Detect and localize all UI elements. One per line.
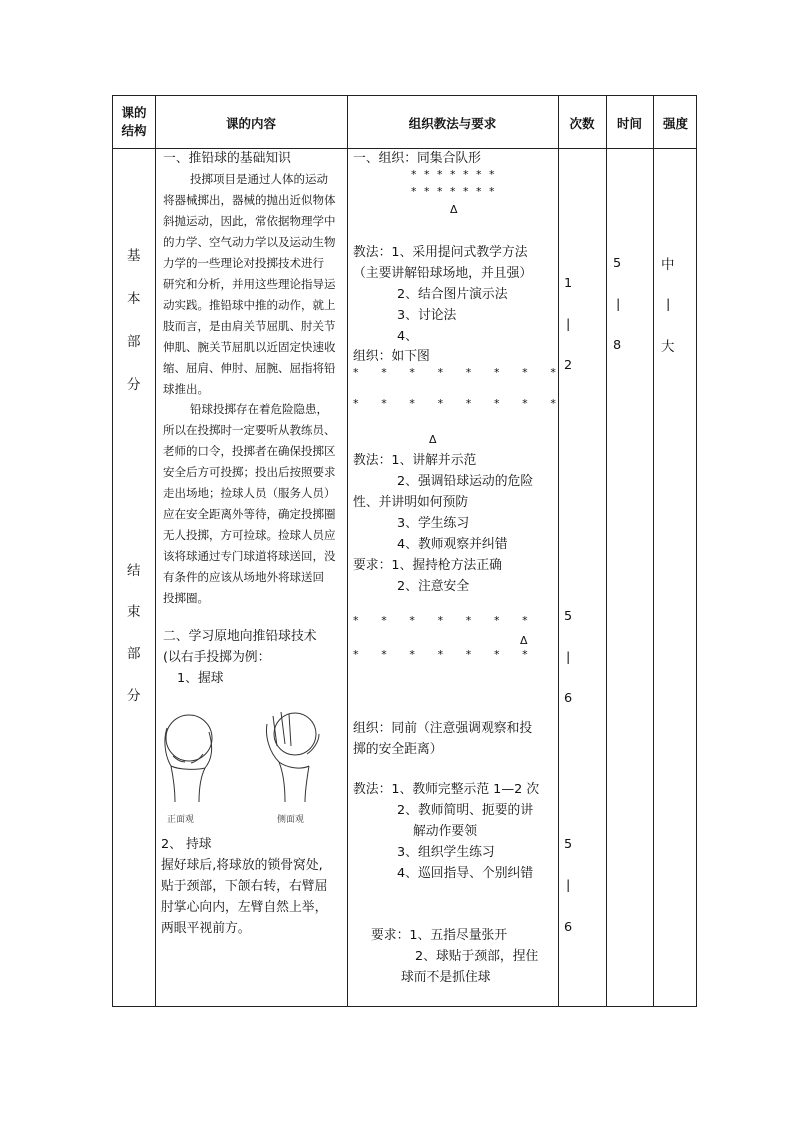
time-end: 8 [613, 338, 622, 353]
count-1-end: 2 [564, 358, 573, 373]
content-para2-line: 老师的口令，投掷者在确保投掷区 [163, 444, 336, 458]
content-para1-line: 研究和分析，并用这些理论指导运 [163, 277, 336, 291]
methods-line: 2、注意安全 [397, 579, 470, 594]
intensity-start: 中 [661, 257, 675, 273]
content-para3 [161, 855, 347, 939]
methods-line: 性、并讲明如何预防 [353, 495, 469, 510]
methods-line: 2、结合图片演示法 [397, 287, 508, 302]
content-section1-title: 一、推铅球的基础知识 [163, 151, 291, 166]
count-3-sep: | [566, 878, 571, 893]
methods-org2: 组织：如下图 [353, 349, 430, 364]
header-methods: 组织教法与要求 [408, 116, 497, 131]
header-structure-line2: 结构 [121, 123, 147, 138]
count-3-end: 6 [564, 920, 573, 935]
structure-end-2: 束 [127, 604, 141, 620]
methods-line: 2、强调铅球运动的危险 [397, 474, 534, 489]
content-para1-line: 将器械掷出，器械的抛出近似物体 [163, 193, 336, 207]
formation-row-6: * * * * * * * [353, 648, 538, 661]
methods-line: 3、学生练习 [397, 516, 470, 531]
formation-row-3: * * * * * * * * [353, 366, 566, 379]
col-divider [653, 96, 654, 1006]
content-para2-line: 铅球投掷存在着危险隐患， [190, 402, 328, 416]
content-para3-line: 肘掌心向内，左臂自然上举， [161, 900, 328, 915]
methods-org1: 一、组织：同集合队形 [353, 151, 481, 166]
methods-line: 4、巡回指导、个别纠错 [397, 866, 534, 881]
content-para2-line: 所以在投掷时一定要听从教练员、 [163, 423, 336, 437]
time-start: 5 [613, 256, 622, 271]
content-para1-line: 的力学、空气动力学以及运动生物 [163, 235, 336, 249]
content-para2-line: 走出场地；捡球人员（服务人员） [163, 486, 336, 500]
content-para2-line: 有条件的应该从场地外将球送回 [163, 570, 324, 584]
count-2-sep: | [566, 650, 571, 665]
content-para1-line: 缩、屈肩、伸肘、屈腕、屈指将铅 [163, 361, 336, 375]
structure-main-4: 分 [127, 377, 141, 393]
teacher-delta-3: Δ [520, 634, 528, 647]
header-structure [113, 104, 155, 140]
count-2-end: 6 [564, 691, 573, 706]
methods-line: 2、球贴于颈部，捏住 [415, 949, 539, 964]
front-ball [166, 715, 212, 761]
structure-end-1: 结 [127, 563, 141, 579]
header-structure-line1: 课的 [121, 105, 147, 120]
methods-line: 3、讨论法 [397, 308, 457, 323]
intensity-sep: | [666, 297, 671, 312]
methods-line: 教法：1、讲解并示范 [353, 453, 477, 468]
count-3-start: 5 [564, 837, 573, 852]
count-2-start: 5 [564, 609, 573, 624]
methods-line: 要求：1、握持枪方法正确 [353, 558, 502, 573]
methods-line: 解动作要领 [413, 824, 477, 839]
methods-line: 掷的安全距离） [353, 742, 443, 757]
methods-line: 教法：1、教师完整示范 1—2 次 [353, 782, 540, 797]
formation-row-1: * * * * * * * [411, 168, 497, 181]
methods-line: 教法：1、采用提问式教学方法 [353, 245, 528, 260]
methods-teach1 [353, 242, 532, 347]
header-intensity: 强度 [662, 116, 688, 131]
formation-row-5: * * * * * * * [353, 614, 538, 627]
methods-teach3 [353, 779, 539, 884]
methods-line: 4、 [397, 329, 418, 344]
content-item-hold: 2、 持球 [161, 837, 212, 852]
intensity-end: 大 [661, 339, 675, 355]
methods-line: 要求：1、五指尽量张开 [371, 928, 508, 943]
header-count: 次数 [569, 116, 595, 131]
col-divider [606, 96, 607, 1006]
methods-line: （主要讲解铅球场地，并且强） [353, 266, 533, 281]
content-para2-line: 安全后方可投掷；投出后按照要求 [163, 465, 336, 479]
col-divider [558, 96, 559, 1006]
col-divider [155, 96, 156, 1006]
methods-line: 球而不是抓住球 [401, 970, 491, 985]
structure-main-1: 基 [127, 248, 141, 264]
methods-org3 [353, 718, 532, 760]
side-ball [274, 713, 316, 755]
content-para3-line: 贴于颈部，下颌右转，右臂屈 [161, 879, 328, 894]
methods-line: 4、教师观察并纠错 [397, 537, 508, 552]
content-para1-line: 伸肌、腕关节屈肌以近固定快速收 [163, 340, 336, 354]
content-section2-sub: (以右手投掷为例： [163, 650, 271, 665]
side-hand [267, 712, 320, 802]
teacher-delta-1: Δ [450, 203, 458, 216]
methods-req1 [353, 555, 502, 597]
content-para3-line: 握好球后,将球放的锁骨窝处, [161, 858, 323, 873]
content-para2-line: 应在安全距离外等待，确定投掷圈 [163, 507, 336, 521]
methods-teach2 [353, 450, 533, 555]
header-content: 课的内容 [225, 116, 276, 131]
structure-end-4: 分 [127, 688, 141, 704]
content-para1-line: 动实践。推铅球中推的动作，就上 [163, 298, 336, 312]
content-para1-line: 肢而言，是由肩关节屈肌、肘关节 [163, 319, 336, 333]
content-item-grip: 1、握球 [177, 671, 224, 686]
content-para2-line: 投掷圈。 [163, 591, 209, 605]
shot-grip-illustration [157, 706, 347, 824]
formation-row-2: * * * * * * * [411, 185, 497, 198]
methods-line: 组织：同前（注意强调观察和投 [353, 721, 533, 736]
content-section2-title: 二、学习原地向推铅球技术 [163, 629, 317, 644]
content-para2 [163, 399, 345, 609]
count-1-start: 1 [564, 276, 573, 291]
header-time: 时间 [616, 116, 642, 131]
front-hand [165, 728, 212, 802]
col-divider [347, 96, 348, 1006]
content-para2-line: 该将球通过专门球道将球送回，没 [163, 549, 336, 563]
formation-row-4: * * * * * * * * [353, 397, 566, 410]
teacher-delta-2: Δ [429, 433, 437, 446]
structure-end-3: 部 [127, 646, 141, 662]
caption-side: 侧面观 [277, 815, 305, 824]
methods-req2 [371, 925, 538, 988]
content-para1-line: 球推出。 [163, 382, 209, 396]
count-1-sep: | [566, 317, 571, 332]
content-para3-line: 两眼平视前方。 [161, 921, 251, 936]
lesson-plan-table [112, 95, 697, 1007]
caption-front: 正面观 [167, 815, 195, 824]
structure-main-2: 本 [127, 291, 141, 307]
content-para1-line: 斜抛运动，因此，常依据物理学中 [163, 214, 336, 228]
content-para1-line: 投掷项目是通过人体的运动 [190, 172, 328, 186]
content-para1 [163, 169, 345, 400]
methods-line: 3、组织学生练习 [397, 845, 495, 860]
structure-main-3: 部 [127, 334, 141, 350]
time-sep: | [616, 297, 621, 312]
content-para2-line: 无人投掷，方可捡球。捡球人员应 [163, 528, 336, 542]
content-para1-line: 力学的一些理论对投掷技术进行 [163, 256, 324, 270]
methods-line: 2、教师简明、扼要的讲 [397, 803, 534, 818]
